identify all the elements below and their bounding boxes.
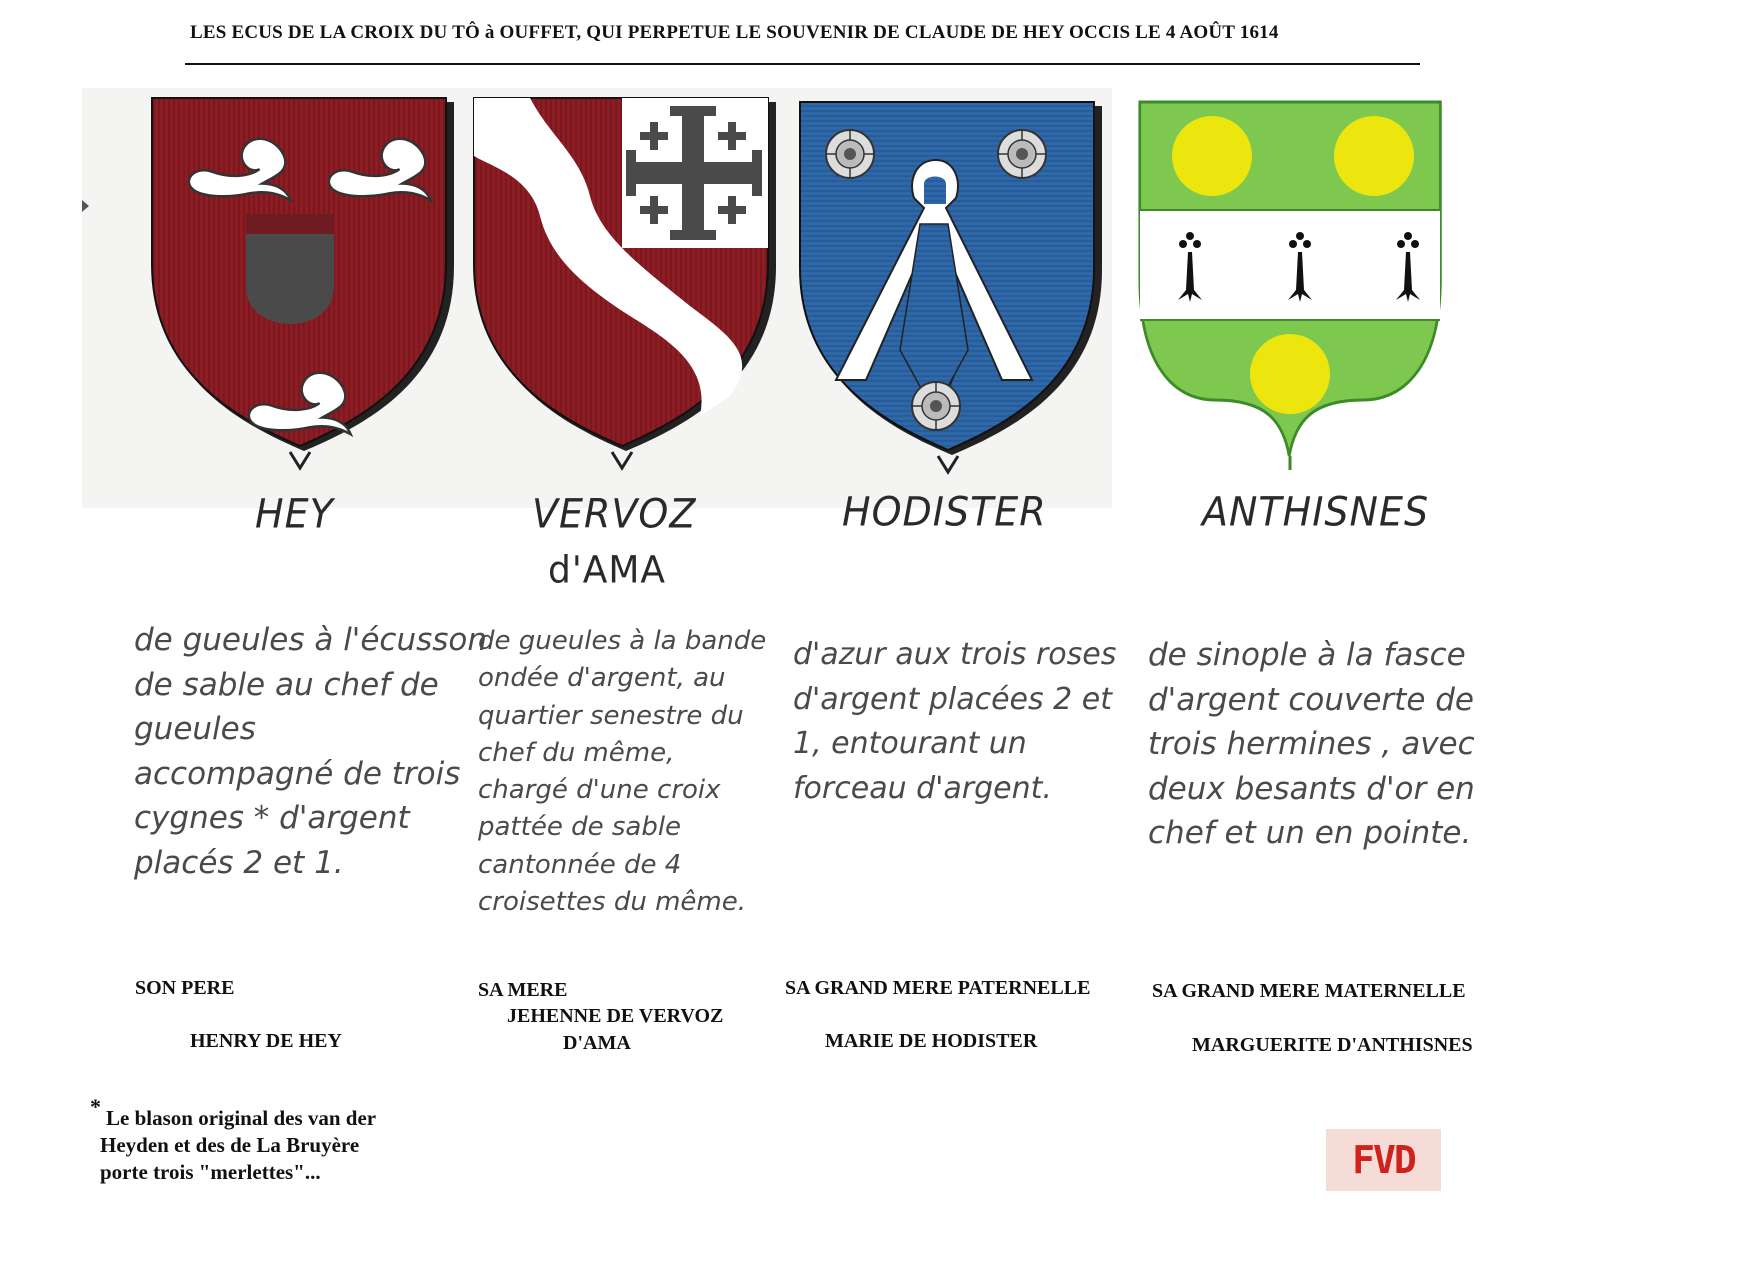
shield-name-anthisnes: ANTHISNES: [1202, 488, 1430, 536]
shield-name-vervoz: VERVOZ: [532, 490, 697, 538]
person-name: MARIE DE HODISTER: [825, 1030, 1038, 1052]
fvd-logo: FVD: [1326, 1129, 1441, 1191]
relation-label: SA MERE: [478, 979, 568, 1001]
shield-name-vervoz-line2: d'AMA: [548, 548, 667, 593]
person-name: JEHENNE DE VERVOZ: [507, 1005, 724, 1027]
relation-label: SON PERE: [135, 977, 235, 999]
page-title: LES ECUS DE LA CROIX DU TÔ à OUFFET, QUI PERPETUE LE SOUVENIR DE CLAUDE DE HEY OCCIS LE 4 AOÛT 1614: [190, 22, 1279, 43]
blazon-vervoz: de gueules à la bande ondée d'argent, au quartier senestre du chef du même, chargé d'une croix pattée de sable cantonnée de 4 croisettes du même.: [478, 626, 767, 918]
blazon-anthisnes: de sinople à la fasce d'argent couverte de trois hermines , avec deux besants d'or en chef et un en pointe.: [1148, 637, 1475, 851]
shield-hodister: [796, 100, 1108, 478]
blazon-hodister: d'azur aux trois roses d'argent placées 2 et 1, entourant un forceau d'argent.: [793, 637, 1117, 806]
person-name: HENRY DE HEY: [190, 1030, 342, 1052]
shield-hey: [148, 96, 460, 474]
title-underline: [185, 63, 1420, 65]
footnote-star: *: [90, 1094, 101, 1119]
scan-margin-mark: [82, 200, 89, 212]
blazon-hey: de gueules à l'écusson de sable au chef de gueules accompagné de trois cygnes * d'argent placés 2 et 1.: [134, 622, 488, 881]
shield-vervoz: [470, 96, 782, 474]
person-name: D'AMA: [563, 1032, 631, 1054]
footnote: * Le blason original des van der Heyden et des de La Bruyère porte trois "merlettes"...: [90, 1094, 377, 1184]
shield-name-hey: HEY: [255, 490, 334, 538]
relation-label: SA GRAND MERE MATERNELLE: [1152, 980, 1466, 1002]
relation-label: SA GRAND MERE PATERNELLE: [785, 977, 1091, 999]
shield-anthisnes: [1138, 100, 1450, 478]
person-name: MARGUERITE D'ANTHISNES: [1192, 1034, 1473, 1056]
shield-name-hodister: HODISTER: [842, 488, 1047, 536]
